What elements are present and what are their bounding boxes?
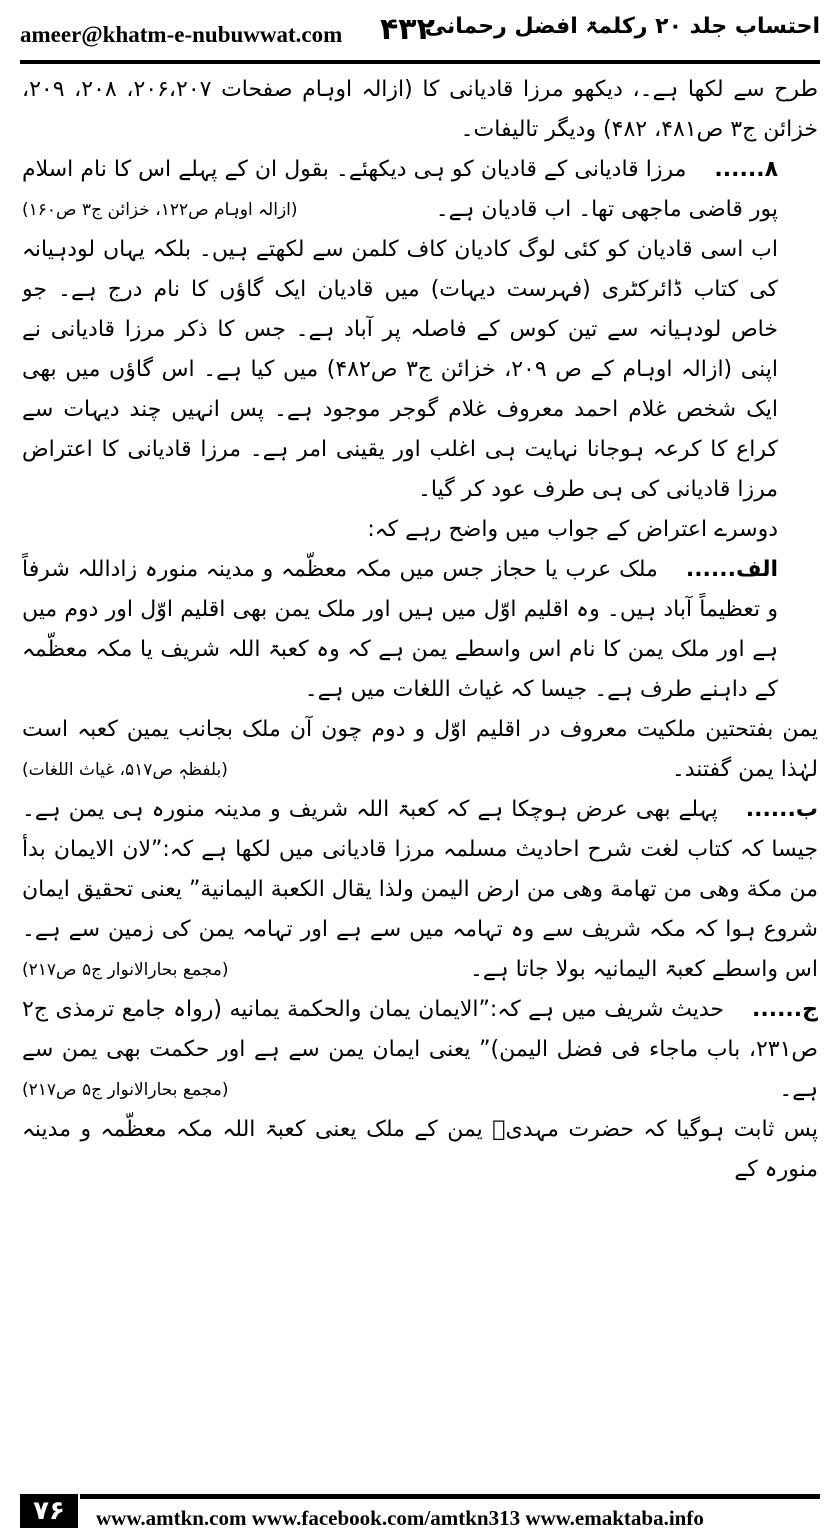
paragraph-2-label: ۸...... — [714, 157, 778, 182]
paragraph-8-label: ج...... — [752, 997, 818, 1022]
paragraph-7 — [22, 790, 818, 990]
paragraph-3 — [22, 230, 818, 510]
paragraph-8 — [22, 990, 818, 1110]
paragraph-6-reference: (بلفظہٖ ص۵۱۷، غیاث اللغات) — [22, 760, 228, 780]
footer-rule — [80, 1494, 820, 1499]
paragraph-6 — [22, 710, 818, 790]
paragraph-4-text: دوسرے اعتراض کے جواب میں واضح رہے کہ: — [367, 517, 778, 542]
header-email: ameer@khatm-e-nubuwwat.com — [20, 22, 343, 47]
paragraph-1 — [22, 70, 818, 150]
paragraph-3-text: اب اسی قادیان کو کئی لوگ کادیان کاف کلمن سے لکھتے ہیں۔ بلکہ یہاں لودہیانہ کی کتاب ڈائرکٹری (فہرست دیہات) میں قادیان ایک گاؤں کا نام درج ہے۔ جو خاص لودہیانہ سے تین کوس کے فاصلہ پر آباد ہے۔ جس کا ذکر مرزا قادیانی نے اپنی (ازالہ اوہام کے ص ۲۰۹، خزائن ج۳ ص۴۸۲) میں کیا ہے۔ اس گاؤں میں بھی ایک شخص غلام احمد معروف غلام گوجر موجود ہے۔ پس انہیں چند دیہات سے کراع کا کرعہ ہوجانا نہایت ہی اغلب اور یقینی امر ہے۔ مرزا قادیانی کا اعتراض مرزا قادیانی کی ہی طرف عود کر گیا۔ — [22, 237, 778, 502]
paragraph-2-reference: (ازالہ اوہام ص۱۲۲، خزائن ج۳ ص۱۶۰) — [22, 200, 298, 220]
paragraph-7-text: پہلے بھی عرض ہوچکا ہے کہ کعبۃ اللہ شریف و مدینہ منورہ ہی یمن ہے۔ جیسا کہ کتاب لغت شرح احادیث مسلمہ مرزا قادیانی میں لکھا ہے کہ:”لان الایمان بدأ من مکة وهی من تهامة وهی من ارض الیمن ولذا یقال الکعبة الیمانیة” یعنی تحقیق ایمان شروع ہوا کہ مکہ شریف سے وہ تہامہ میں سے ہے اور تہامہ یمن کی زمین سے ہے۔ اس واسطے کعبۃ الیمانیہ بولا جاتا ہے۔ — [22, 797, 818, 982]
paragraph-8-reference: (مجمع بحارالانوار ج۵ ص۲۱۷) — [22, 1080, 229, 1100]
paragraph-5-text: ملک عرب یا حجاز جس میں مکہ معظّمہ و مدینہ منورہ زاداللہ شرفاً و تعظیماً آباد ہیں۔ وہ اقلیم اوّل میں ہیں اور ملک یمن بھی اقلیم اوّل اور دوم میں ہے اور ملک یمن کا نام اس واسطے یمن ہے کہ وہ کعبۃ اللہ شریف یا مکہ معظّمہ کے داہنے طرف ہے۔ جیسا کہ غیاث اللغات میں ہے۔ — [22, 557, 778, 702]
paragraph-5 — [22, 550, 818, 710]
header-page-number: ۴۳۲ — [380, 12, 435, 47]
paragraph-5-label: الف...... — [685, 557, 778, 582]
paragraph-6-text: یمن بفتحتین ملکیت معروف در اقلیم اوّل و دوم چون آن ملک بجانب یمین کعبہ است لہٰذا یمن گفتند۔ — [22, 717, 818, 782]
paragraph-4 — [22, 510, 818, 550]
paragraph-9 — [22, 1110, 818, 1190]
paragraph-2 — [22, 150, 818, 230]
paragraph-7-label: ب...... — [745, 797, 818, 822]
footer-links: www.amtkn.com www.facebook.com/amtkn313 www.emaktaba.info — [96, 1506, 704, 1530]
page-body — [22, 70, 818, 1480]
header-rule — [20, 60, 820, 64]
footer-page-badge: ۷۶ — [20, 1494, 78, 1528]
page-header — [0, 0, 840, 62]
header-running-title: احتساب جلد ۲۰ رکلمۃ افضل رحمانی — [424, 14, 820, 39]
paragraph-1-text: طرح سے لکھا ہے۔، دیکھو مرزا قادیانی کا (ازالہ اوہام صفحات ۲۰۶،۲۰۷، ۲۰۸، ۲۰۹، خزائن ج۳ ص۴۸۱، ۴۸۲) ودیگر تالیفات۔ — [22, 77, 818, 142]
paragraph-7-reference: (مجمع بحارالانوار ج۵ ص۲۱۷) — [22, 960, 229, 980]
paragraph-8-text: حدیث شریف میں ہے کہ:”الایمان یمان والحکمة یمانیه (رواہ جامع ترمذی ج۲ ص۲۳۱، باب ماجاء فی فضل الیمن)” یعنی ایمان یمن سے ہے اور حکمت بھی یمن سے ہے۔ — [22, 997, 818, 1102]
paragraph-2-text: مرزا قادیانی کے قادیان کو ہی دیکھئے۔ بقول ان کے پہلے اس کا نام اسلام پور قاضی ماجھی تھا۔ اب قادیان ہے۔ — [22, 157, 778, 222]
paragraph-9-text: پس ثابت ہوگیا کہ حضرت مہدیؑ یمن کے ملک یعنی کعبۃ اللہ مکہ معظّمہ و مدینہ منورہ کے — [22, 1117, 818, 1182]
